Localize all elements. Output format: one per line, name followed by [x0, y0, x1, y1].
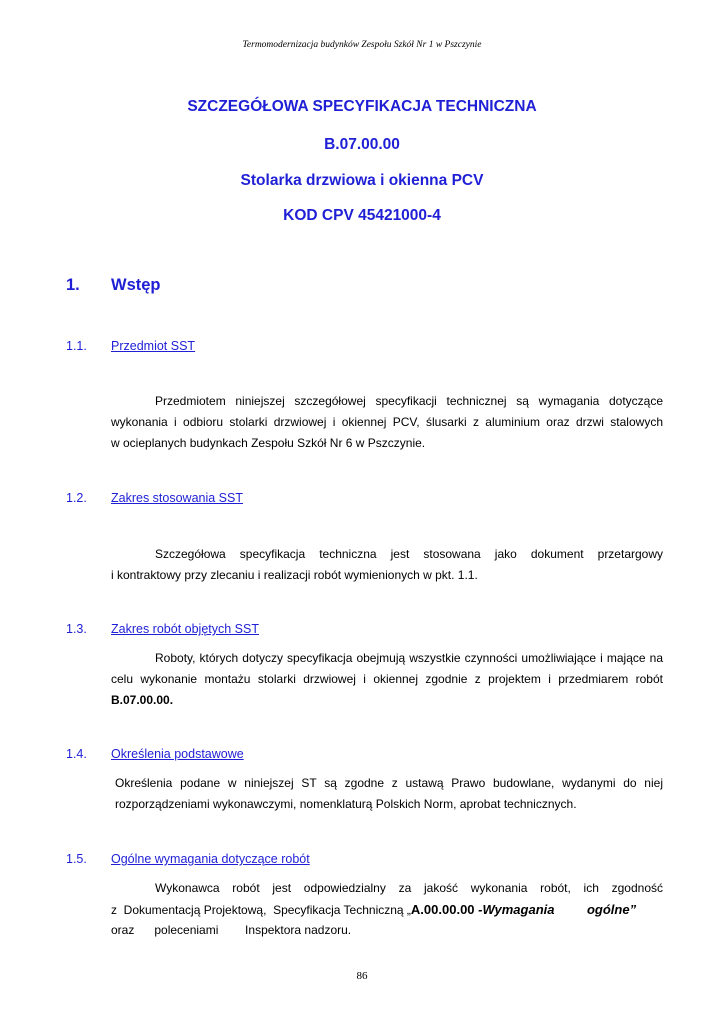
text-line: oraz poleceniami Inspektora nadzoru. — [111, 923, 352, 937]
subsection-heading-1-3 — [66, 622, 259, 636]
spec-code: B.07.00.00 — [324, 136, 400, 153]
text-line: i kontraktowy przy zlecaniu i realizacji robót wymienionych w pkt. 1.1. — [111, 568, 478, 582]
text-line: Określenia podane w niniejszej ST są zgodne z ustawą Prawo budowlane, wydanymi do niej — [115, 776, 663, 790]
section-heading-1 — [66, 276, 161, 295]
text-line: Roboty, których dotyczy specyfikacja obejmują wszystkie czynności umożliwiające i mające na — [155, 651, 663, 665]
text-line: B.07.00.00. — [111, 693, 174, 707]
text-run: z Dokumentacją Projektową, Specyfikacja Techniczną „ — [111, 903, 411, 917]
subsection-label: Zakres robót objętych SST — [111, 622, 259, 636]
text-line — [111, 899, 663, 920]
section-label: Wstęp — [111, 276, 161, 294]
subsection-number: 1.1. — [66, 339, 87, 353]
subsection-heading-1-2 — [66, 491, 243, 505]
text-line: w ocieplanych budynkach Zespołu Szkół Nr 6 w Pszczynie. — [111, 436, 426, 450]
spec-subject: Stolarka drzwiowa i okienna PCV — [240, 172, 484, 189]
subsection-heading-1-5 — [66, 852, 310, 866]
subsection-label: Zakres stosowania SST — [111, 491, 243, 505]
paragraph-1-2 — [111, 544, 663, 586]
cpv-code: KOD CPV 45421000-4 — [283, 207, 441, 224]
subsection-number: 1.5. — [66, 852, 87, 866]
subsection-label: Określenia podstawowe — [111, 747, 244, 761]
text-line: wykonania i odbioru stolarki drzwiowej i okiennej PCV, ślusarki z aluminium oraz drzwi stalowych — [111, 415, 663, 429]
subsection-heading-1-1 — [66, 339, 195, 353]
paragraph-1-5 — [111, 878, 663, 941]
subsection-number: 1.4. — [66, 747, 87, 761]
subsection-number: 1.2. — [66, 491, 87, 505]
paragraph-1-4 — [115, 773, 663, 815]
paragraph-1-1 — [111, 391, 663, 454]
section-number: 1. — [66, 276, 80, 294]
doc-title: SZCZEGÓŁOWA SPECYFIKACJA TECHNICZNA — [187, 98, 537, 115]
text-line: Wykonawca robót jest odpowiedzialny za jakość wykonania robót, ich zgodność — [155, 881, 663, 895]
page-number: 86 — [356, 970, 368, 982]
subsection-label: Przedmiot SST — [111, 339, 196, 353]
text-line: celu wykonanie montażu stolarki drzwiowej i okiennej zgodnie z projektem i przedmiarem robót — [111, 672, 663, 686]
subsection-heading-1-4 — [66, 747, 244, 761]
text-line: Przedmiotem niniejszej szczegółowej specyfikacji technicznej są wymagania dotyczące — [155, 394, 663, 408]
subsection-number: 1.3. — [66, 622, 87, 636]
running-header: Termomodernizacja budynków Zespołu Szkół Nr 1 w Pszczynie — [242, 40, 482, 50]
paragraph-1-3 — [111, 648, 663, 711]
text-run-bold: A.00.00.00 — [410, 902, 475, 917]
text-line: rozporządzeniami wykonawczymi, nomenklaturą Polskich Norm, aprobat technicznych. — [115, 797, 577, 811]
subsection-label: Ogólne wymagania dotyczące robót — [111, 852, 310, 866]
text-run-bold-italic: -Wymagania ogólne” — [474, 902, 637, 917]
text-line: Szczegółowa specyfikacja techniczna jest stosowana jako dokument przetargowy — [155, 547, 663, 561]
